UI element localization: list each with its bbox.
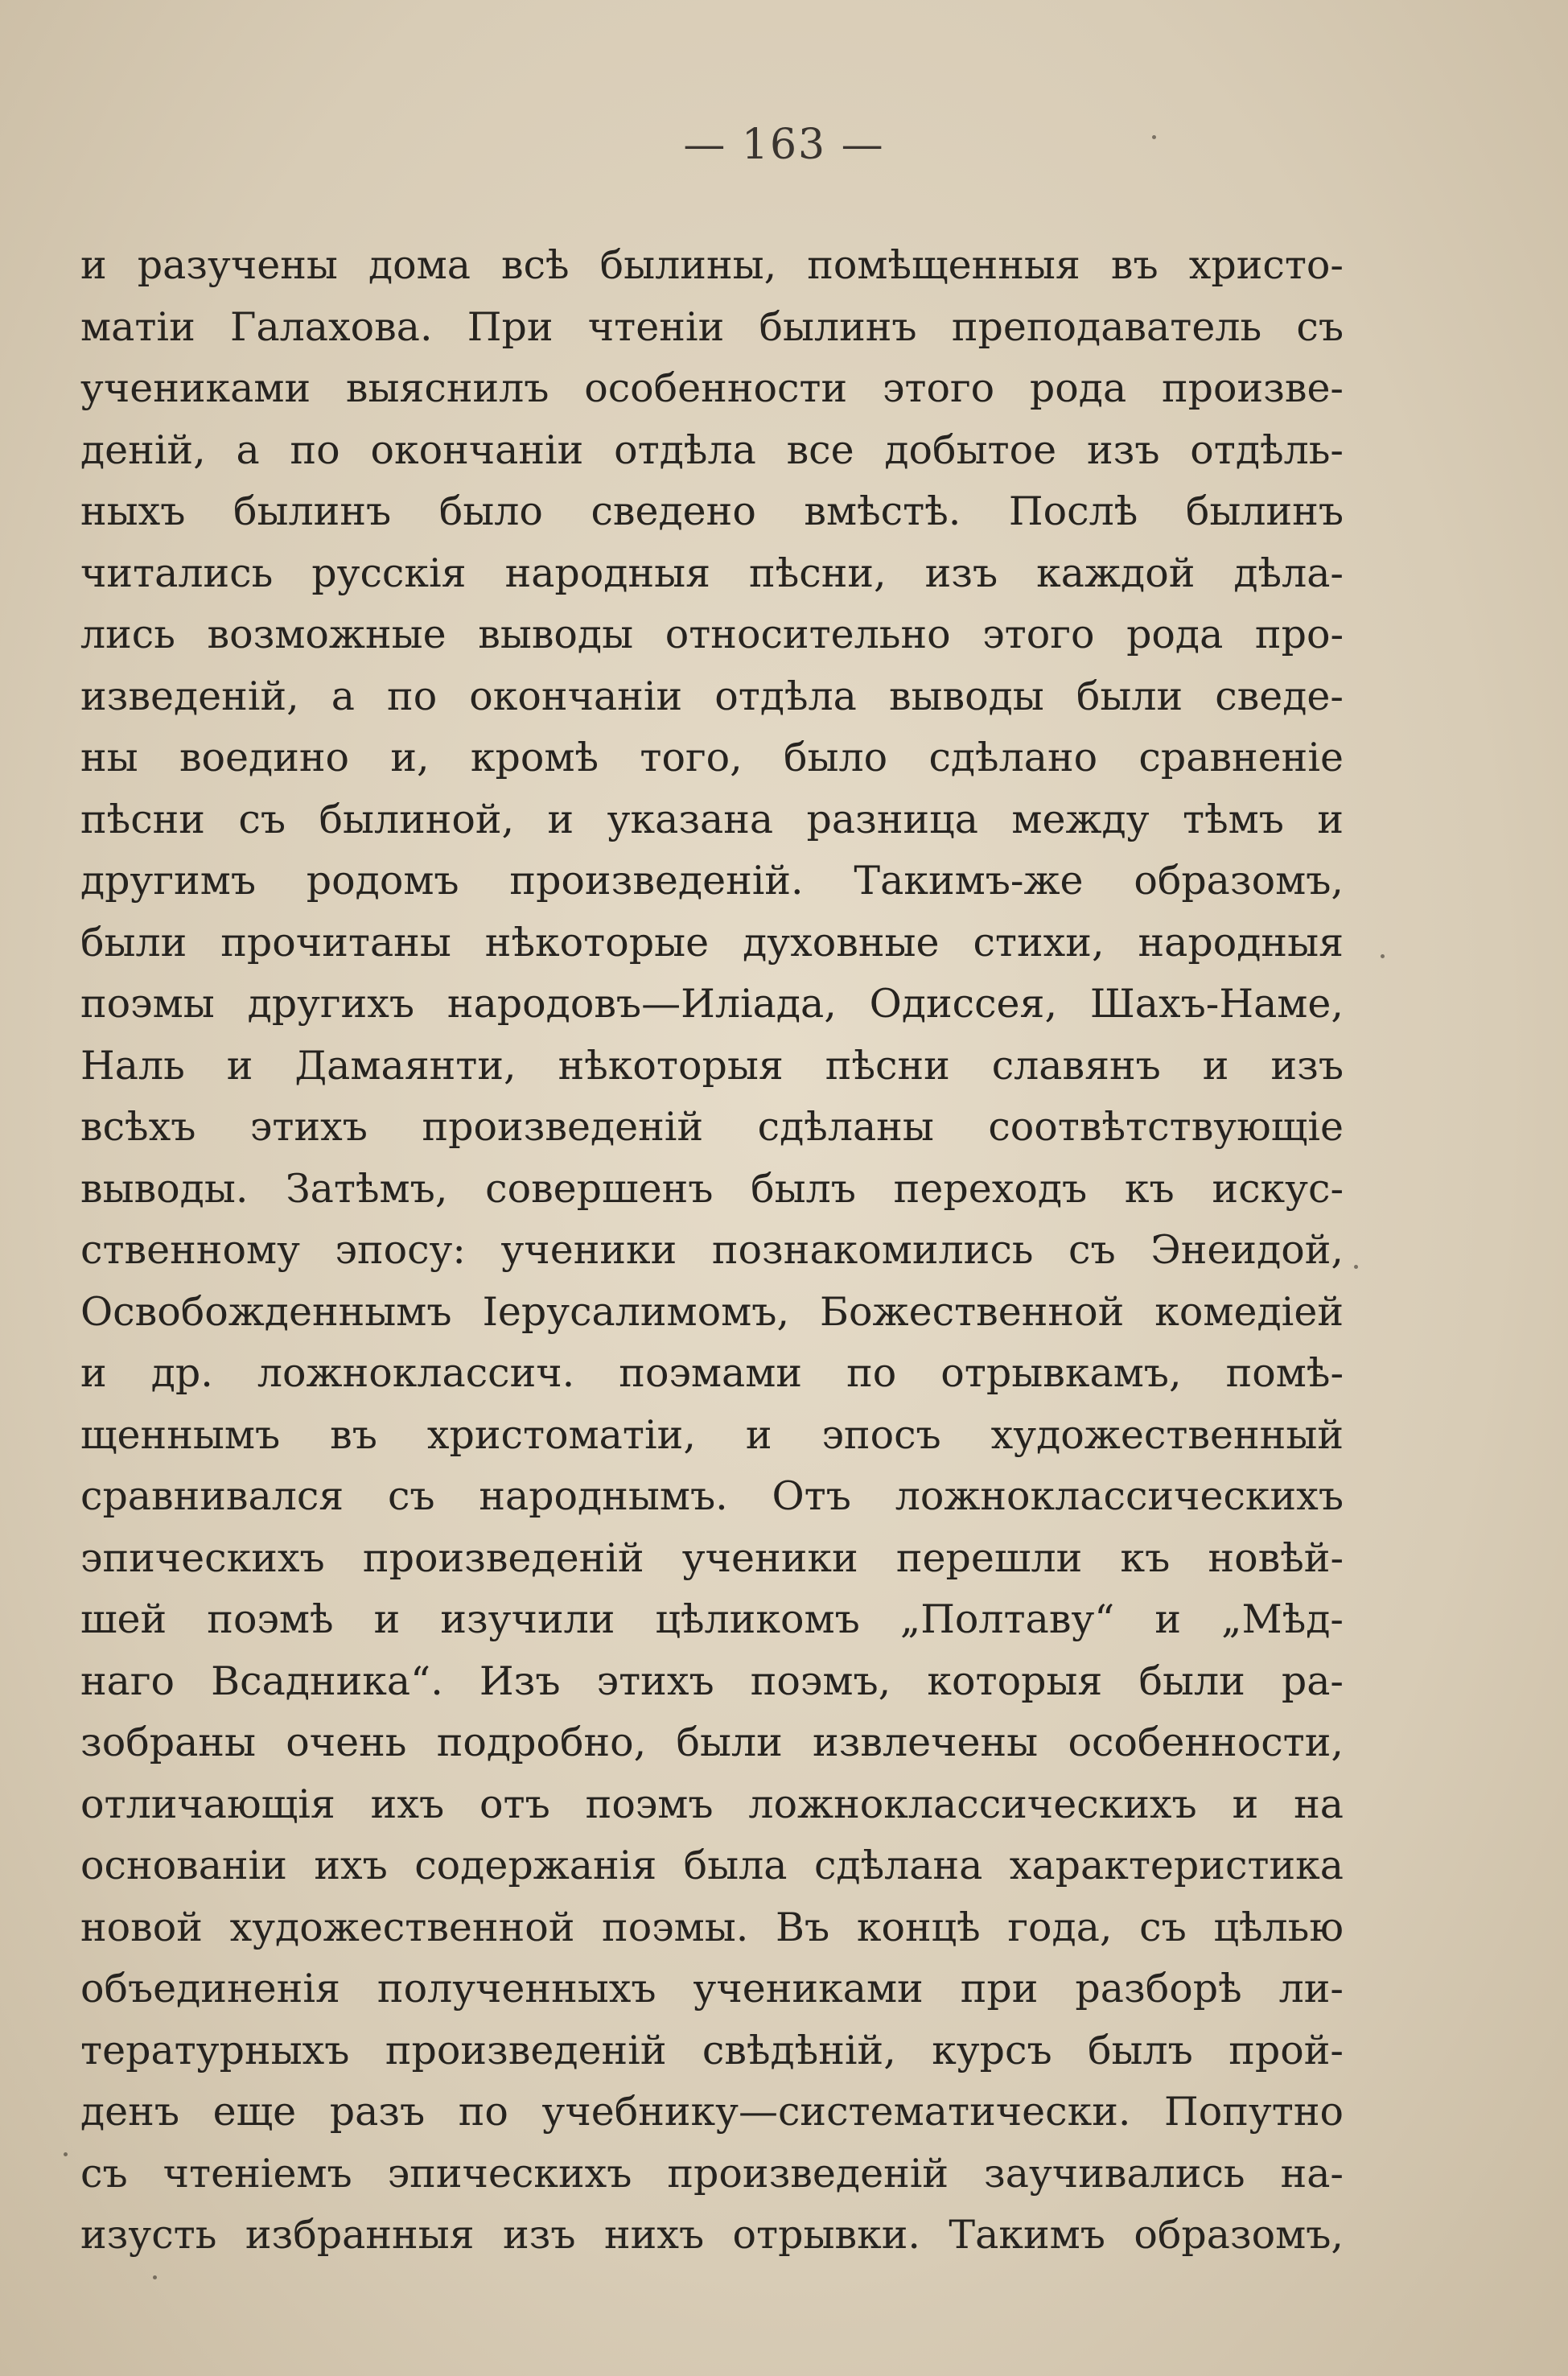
text-line: эпическихъ произведеній ученики перешли къ новѣй- [80, 1534, 1344, 1581]
text-line: матіи Галахова. При чтеніи былинъ преподаватель съ [80, 303, 1344, 350]
text-line: Освобожденнымъ Іерусалимомъ, Божественной комедіей [80, 1288, 1344, 1335]
text-line: Наль и Дамаянти, нѣкоторыя пѣсни славянъ и изъ [80, 1042, 1344, 1089]
text-line: лись возможные выводы относительно этого рода про- [80, 612, 1344, 657]
text-line: основаніи ихъ содержанія была сдѣлана характеристика [80, 1843, 1344, 1888]
text-line: объединенія полученныхъ учениками при разборѣ ли- [80, 1966, 1344, 2012]
text-line: выводы. Затѣмъ, совершенъ былъ переходъ къ искус- [80, 1165, 1344, 1212]
text-line: зобраны очень подробно, были извлечены особенности, [80, 1719, 1344, 1765]
text-line: поэмы другихъ народовъ—Иліада, Одиссея, Шахъ-Наме, [80, 981, 1344, 1027]
text-line: ны воедино и, кромѣ того, было сдѣлано сравненіе [80, 735, 1344, 780]
text-line: учениками выяснилъ особенности этого рода произве- [80, 365, 1344, 411]
text-line: шей поэмѣ и изучили цѣликомъ „Полтаву“ и „Мѣд- [80, 1596, 1344, 1642]
text-line: изведеній, а по окончаніи отдѣла выводы были сведе- [80, 673, 1344, 719]
text-line: пѣсни съ былиной, и указана разница между тѣмъ и [80, 796, 1344, 842]
text-line: и др. ложноклассич. поэмами по отрывкамъ, помѣ- [80, 1350, 1344, 1396]
text-line: наго Всадника“. Изъ этихъ поэмъ, которыя были ра- [80, 1657, 1344, 1704]
text-line: сравнивался съ народнымъ. Отъ ложноклассическихъ [80, 1473, 1344, 1519]
ink-speck [153, 2275, 157, 2279]
text-line: тературныхъ произведеній свѣдѣній, курсъ былъ прой- [80, 2027, 1344, 2073]
text-line: изусть избранныя изъ нихъ отрывки. Такимъ образомъ, [80, 2212, 1344, 2258]
text-line: ственному эпосу: ученики познакомились съ Энеидой, [80, 1227, 1344, 1273]
text-line: были прочитаны нѣкоторые духовные стихи, народныя [80, 919, 1344, 966]
text-line: всѣхъ этихъ произведеній сдѣланы соотвѣтствующіе [80, 1104, 1344, 1150]
text-line: отличающія ихъ отъ поэмъ ложноклассическихъ и на [80, 1781, 1344, 1827]
page-number: — 163 — [683, 121, 885, 169]
body-text [80, 235, 1344, 2267]
text-line: и разучены дома всѣ былины, помѣщенныя въ христо- [80, 242, 1344, 288]
text-line: съ чтеніемъ эпическихъ произведеній заучивались на- [80, 2150, 1344, 2197]
ink-speck [1354, 1265, 1358, 1269]
text-line: читались русскія народныя пѣсни, изъ каждой дѣла- [80, 550, 1344, 596]
ink-speck [1152, 135, 1156, 139]
text-line: другимъ родомъ произведеній. Такимъ-же образомъ, [80, 858, 1344, 904]
ink-speck [1381, 954, 1385, 958]
text-line: щеннымъ въ христоматіи, и эпосъ художественный [80, 1411, 1344, 1458]
text-line: новой художественной поэмы. Въ концѣ года, съ цѣлью [80, 1904, 1344, 1950]
text-line: деній, а по окончаніи отдѣла все добытое изъ отдѣль- [80, 426, 1344, 473]
text-line: ныхъ былинъ было сведено вмѣстѣ. Послѣ былинъ [80, 488, 1344, 534]
ink-speck [64, 2152, 68, 2156]
text-line: денъ еще разъ по учебнику—систематически. Попутно [80, 2089, 1344, 2135]
